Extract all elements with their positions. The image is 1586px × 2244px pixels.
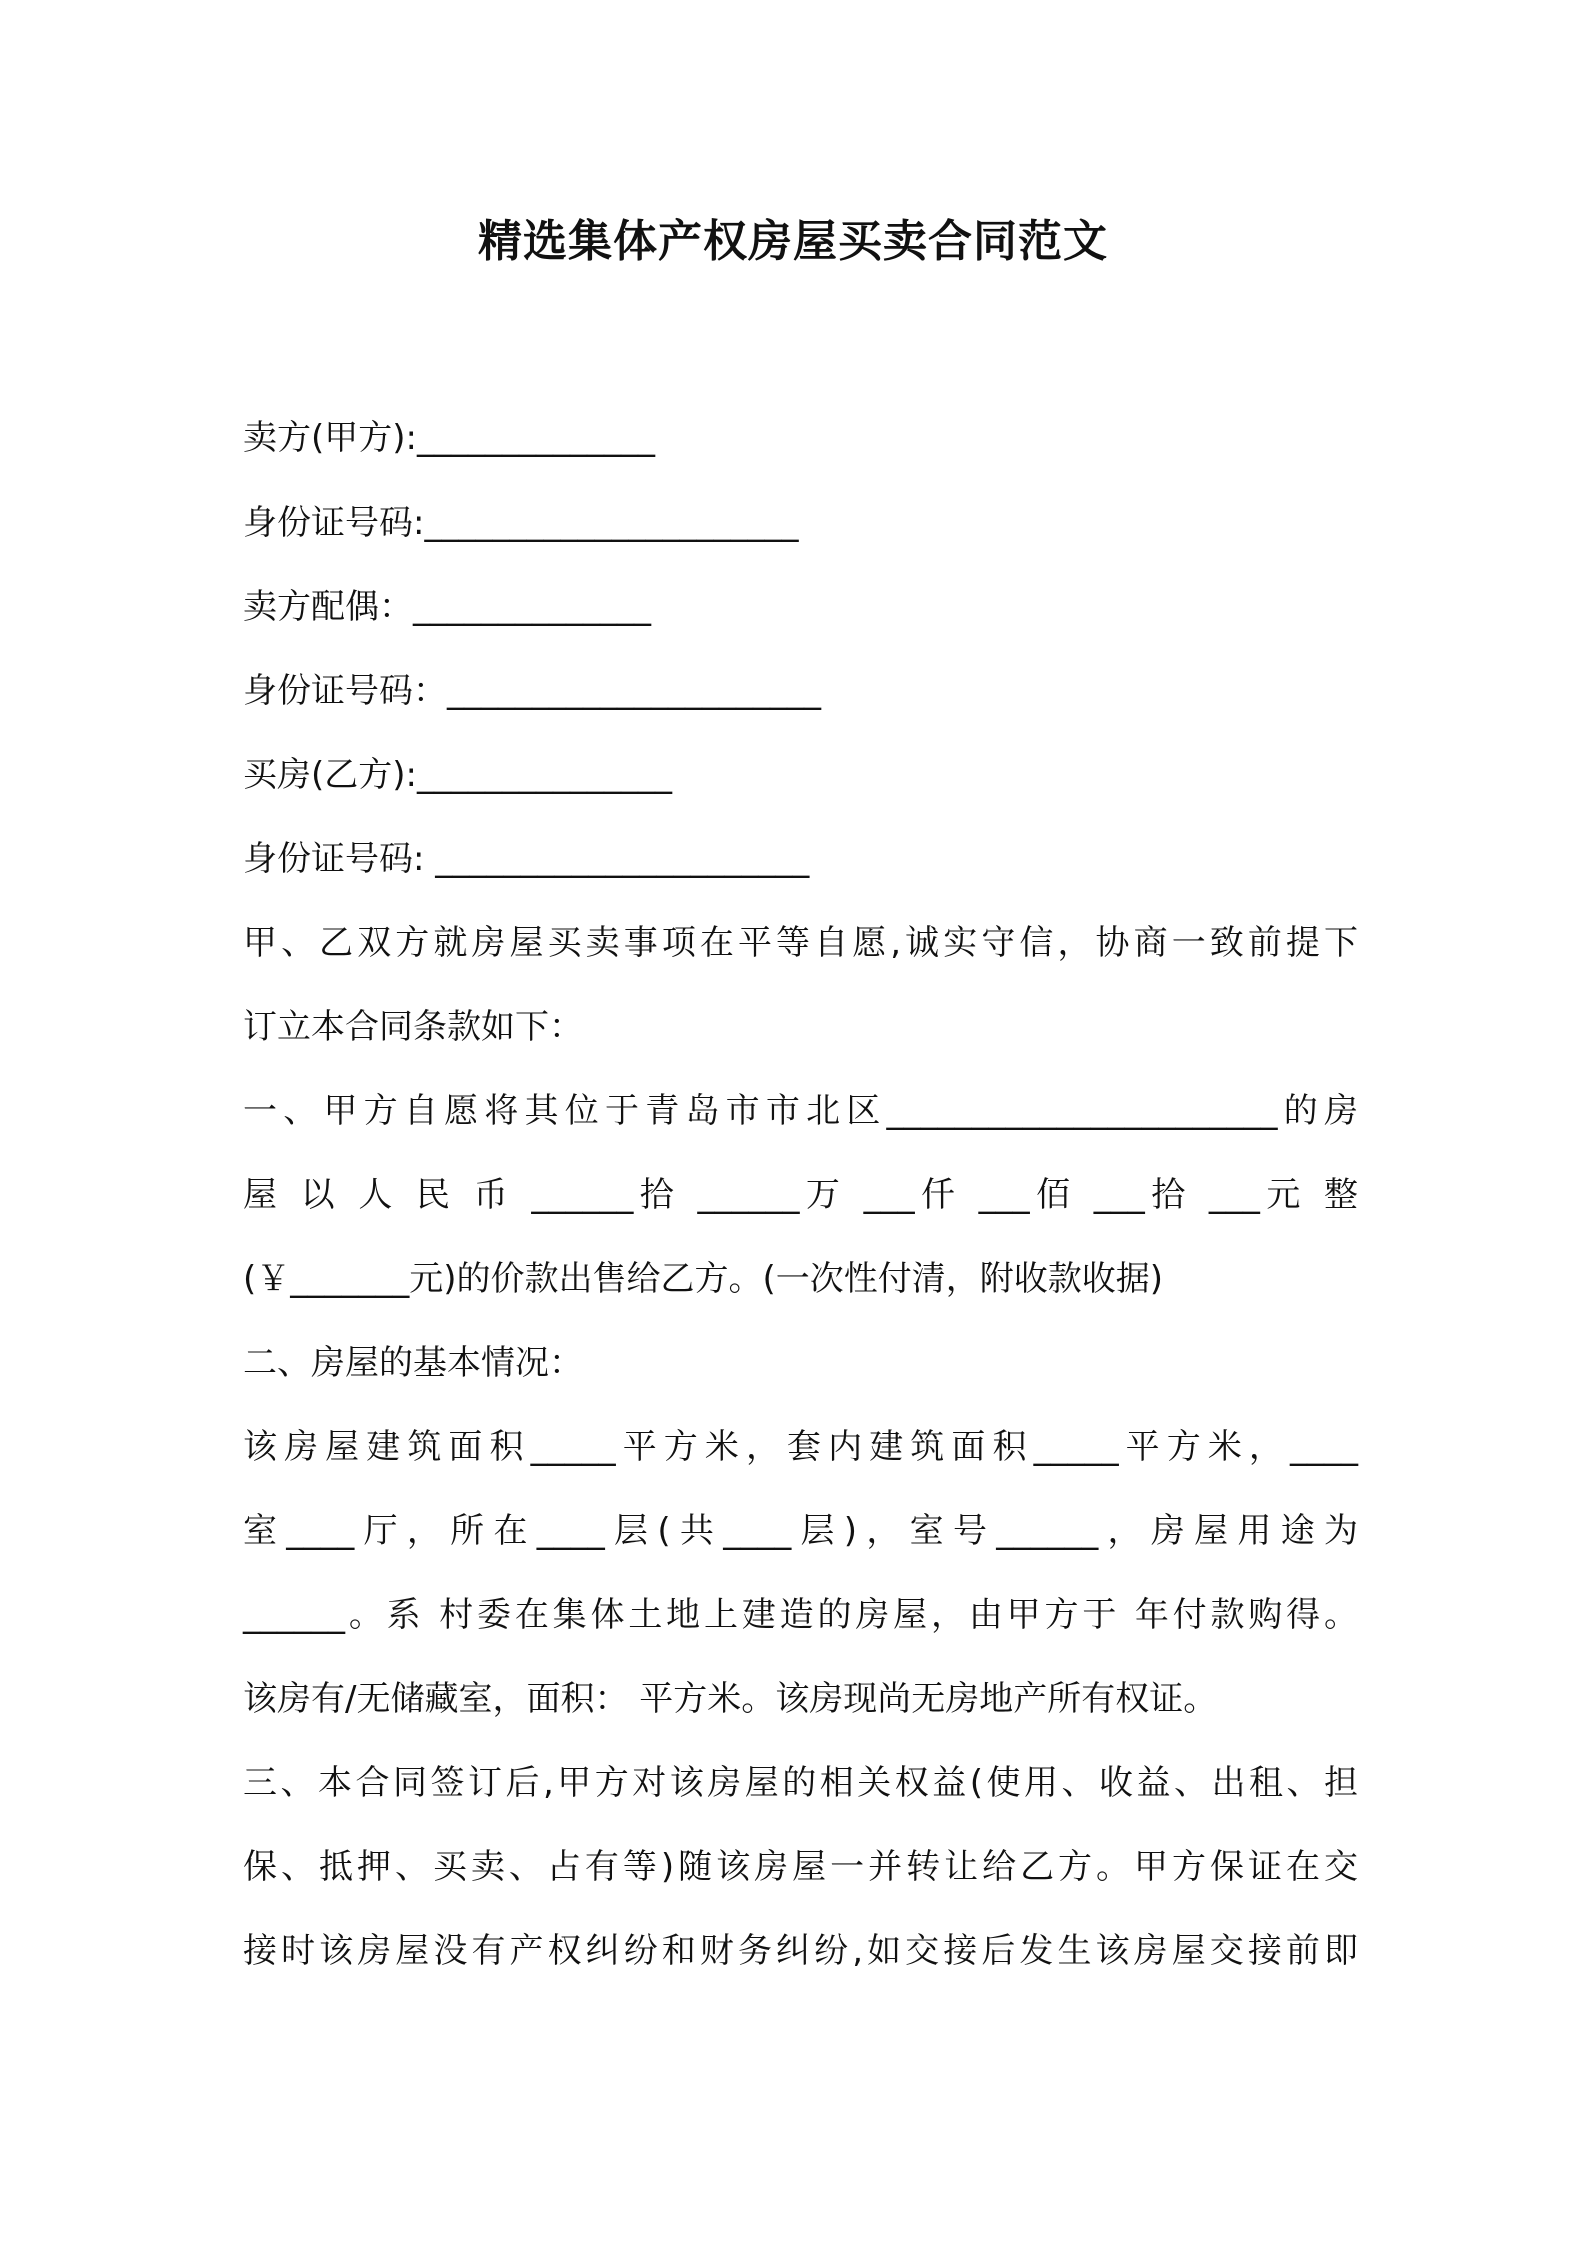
preamble-line-1: 甲、乙双方就房屋买卖事项在平等自愿,诚实守信，协商一致前提下	[243, 923, 1358, 963]
clause-2-line-2: 室____厅，所在____层(共____层)，室号______，房屋用途为	[243, 1511, 1358, 1551]
seller-spouse-line: 卖方配偶：______________	[243, 587, 651, 627]
clause-2-line-3: ______。系 村委在集体土地上建造的房屋，由甲方于 年付款购得。	[243, 1595, 1358, 1635]
clause-1-line-1: 一、甲方自愿将其位于青岛市市北区_______________________的房	[243, 1091, 1358, 1131]
seller-id-line: 身份证号码:______________________	[243, 503, 799, 543]
clause-3-line-1: 三、本合同签订后,甲方对该房屋的相关权益(使用、收益、出租、担	[243, 1763, 1358, 1803]
seller-line: 卖方(甲方):______________	[243, 418, 655, 458]
spouse-id-line: 身份证号码：______________________	[243, 671, 821, 711]
clause-1-line-3: (￥_______元)的价款出售给乙方。(一次性付清，附收款收据)	[243, 1259, 1164, 1299]
clause-3-line-2: 保、抵押、买卖、占有等)随该房屋一并转让给乙方。甲方保证在交	[243, 1847, 1358, 1887]
clause-2-line-4: 该房有/无储藏室，面积： 平方米。该房现尚无房地产所有权证。	[243, 1679, 1218, 1719]
document-title: 精选集体产权房屋买卖合同范文	[478, 216, 1108, 267]
clause-2-heading: 二、房屋的基本情况：	[243, 1343, 583, 1383]
clause-1-line-2: 屋 以 人 民 币 ______拾 ______万 ___仟 ___佰 ___拾 ___元 整	[243, 1175, 1358, 1215]
buyer-id-line: 身份证号码: ______________________	[243, 839, 810, 879]
clause-2-line-1: 该房屋建筑面积_____平方米，套内建筑面积_____平方米，____	[243, 1427, 1358, 1467]
preamble-line-2: 订立本合同条款如下：	[243, 1007, 583, 1047]
buyer-line: 买房(乙方):_______________	[243, 755, 672, 795]
clause-3-line-3: 接时该房屋没有产权纠纷和财务纠纷,如交接后发生该房屋交接前即	[243, 1931, 1358, 1971]
